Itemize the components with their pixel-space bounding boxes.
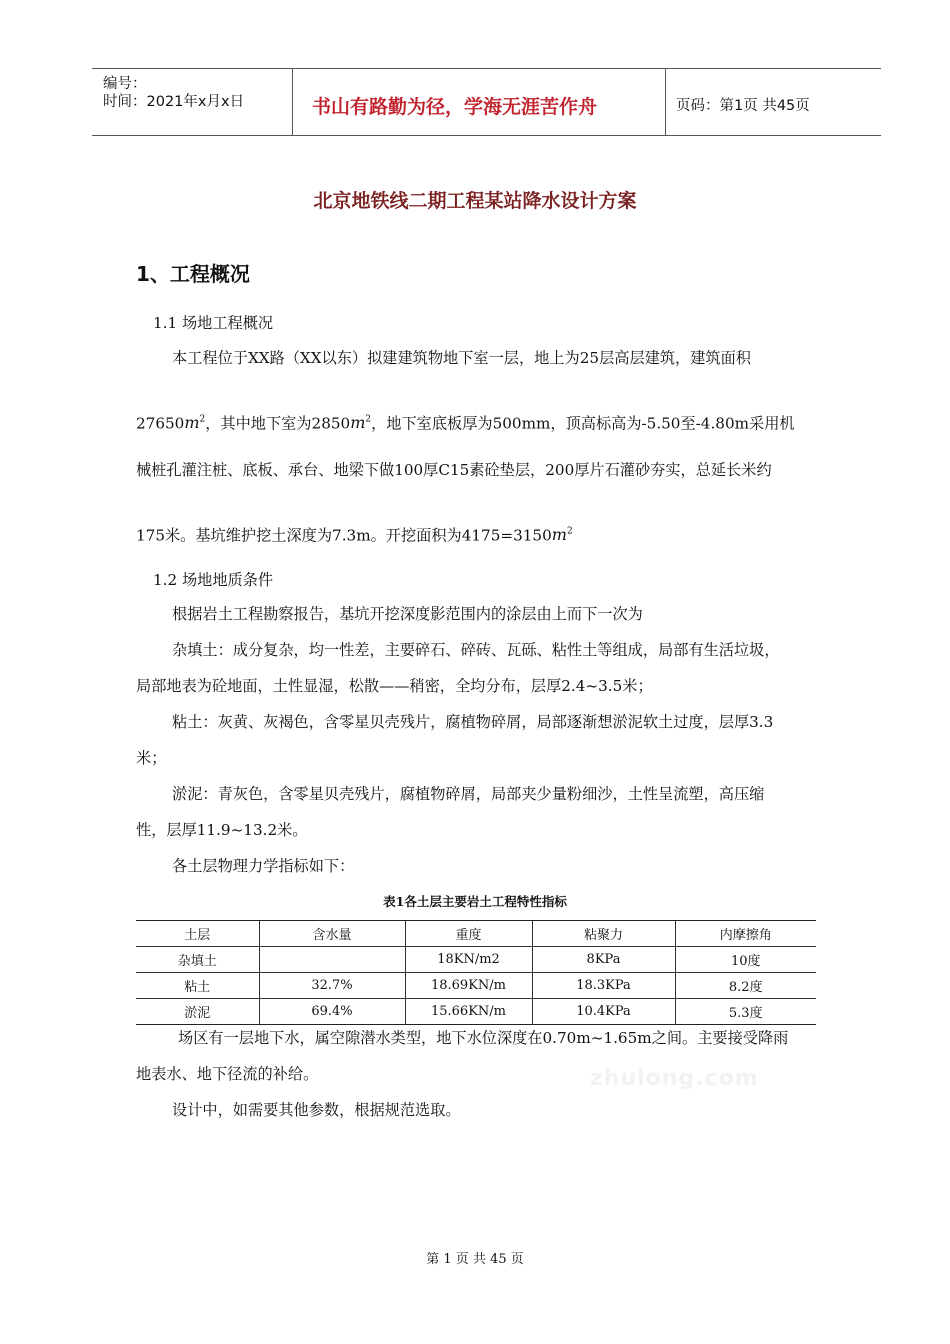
table-header-cell: 土层 (136, 921, 259, 947)
header-page-label: 页码：第1页 共45页 (676, 98, 810, 114)
table-cell: 8.2度 (675, 973, 816, 999)
paragraph-site-overview-1: 本工程位于XX路（XX以东）拟建建筑物地下室一层，地上为25层高层建筑，建筑面积 (172, 349, 751, 367)
excavation-text: 175米。基坑维护挖土深度为7.3m。开挖面积为4175=3150 (136, 526, 552, 545)
table-cell: 18.3KPa (532, 973, 675, 999)
header-number-label: 编号： (103, 76, 147, 92)
paragraph-silt-1: 淤泥：青灰色，含零星贝壳残片，腐植物碎屑，局部夹少量粉细沙，土性呈流塑，高压缩 (172, 785, 765, 803)
table-header-cell: 内摩擦角 (675, 921, 816, 947)
paragraph-clay-1: 粘土：灰黄、灰褐色，含零星贝壳残片，腐植物碎屑，局部逐渐想淤泥软土过度，层厚3.3 (172, 713, 774, 731)
table-cell: 69.4% (259, 999, 405, 1025)
area-total-value: 27650 (136, 414, 185, 433)
area-unit: $m^2$ (551, 525, 573, 545)
table-header-cell: 含水量 (259, 921, 405, 947)
table-cell: 淤泥 (136, 999, 259, 1025)
header-divider-left (292, 68, 293, 135)
table-header-row (136, 921, 816, 947)
paragraph-design-note: 设计中，如需要其他参数，根据规范选取。 (172, 1101, 461, 1119)
area-unit: $m^2$ (184, 413, 206, 433)
table-cell: 10度 (675, 947, 816, 973)
table-cell: 5.3度 (675, 999, 816, 1025)
table-cell (259, 947, 405, 973)
watermark: zhulong.com (590, 1066, 759, 1091)
paragraph-site-overview-4 (136, 522, 573, 545)
table-header-cell: 粘聚力 (532, 921, 675, 947)
paragraph-silt-2: 性，层厚11.9~13.2米。 (136, 821, 308, 839)
paragraph-fill-soil-2: 局部地表为砼地面，土性显湿，松散——稍密，全均分布，层厚2.4~3.5米； (136, 677, 653, 695)
table-header-cell: 重度 (405, 921, 532, 947)
basement-area-text: ，其中地下室为2850 (205, 414, 351, 433)
table-row (136, 973, 816, 999)
table-cell: 15.66KN/m (405, 999, 532, 1025)
table-row (136, 947, 816, 973)
document-title: 北京地铁线二期工程某站降水设计方案 (313, 190, 637, 212)
table-cell: 18.69KN/m (405, 973, 532, 999)
table-cell: 32.7% (259, 973, 405, 999)
paragraph-clay-2: 米； (136, 749, 167, 767)
page-footer: 第 1 页 共 45 页 (426, 1252, 524, 1267)
section-heading: 1、工程概况 (136, 262, 250, 286)
subsection-heading-1-1: 1.1 场地工程概况 (153, 314, 274, 332)
header-motto: 书山有路勤为径，学海无涯苦作舟 (312, 96, 598, 118)
table-cell: 10.4KPa (532, 999, 675, 1025)
paragraph-table-intro: 各土层物理力学指标如下： (172, 857, 355, 875)
table-caption: 表1各土层主要岩土工程特性指标 (383, 894, 567, 909)
paragraph-geology-intro: 根据岩土工程勘察报告，基坑开挖深度影范围内的涂层由上而下一次为 (172, 605, 643, 623)
paragraph-site-overview-3: 械桩孔灌注桩、底板、承台、地梁下做100厚C15素砼垫层，200厚片石灌砂夯实，总延长米约 (136, 461, 772, 479)
header-divider-right (665, 68, 666, 135)
subsection-heading-1-2: 1.2 场地地质条件 (153, 571, 274, 589)
table-cell: 18KN/m2 (405, 947, 532, 973)
header-time-label: 时间：2021年x月x日 (103, 94, 245, 110)
table-cell: 杂填土 (136, 947, 259, 973)
slab-thickness-text: ，地下室底板厚为500mm，顶高标高为-5.50至-4.80m采用机 (371, 414, 795, 433)
area-unit: $m^2$ (350, 413, 372, 433)
table-cell: 粘土 (136, 973, 259, 999)
header-bottom-rule (92, 135, 881, 136)
paragraph-groundwater-1: 场区有一层地下水，属空隙潜水类型，地下水位深度在0.70m~1.65m之间。主要接受降雨 (178, 1029, 789, 1047)
table-row (136, 999, 816, 1025)
header-top-rule (92, 68, 881, 69)
soil-properties-table (136, 920, 816, 1025)
table-cell: 8KPa (532, 947, 675, 973)
paragraph-fill-soil-1: 杂填土：成分复杂，均一性差，主要碎石、碎砖、瓦砾、粘性土等组成，局部有生活垃圾， (172, 641, 780, 659)
paragraph-groundwater-2: 地表水、地下径流的补给。 (136, 1065, 319, 1083)
paragraph-site-overview-2 (136, 410, 795, 433)
